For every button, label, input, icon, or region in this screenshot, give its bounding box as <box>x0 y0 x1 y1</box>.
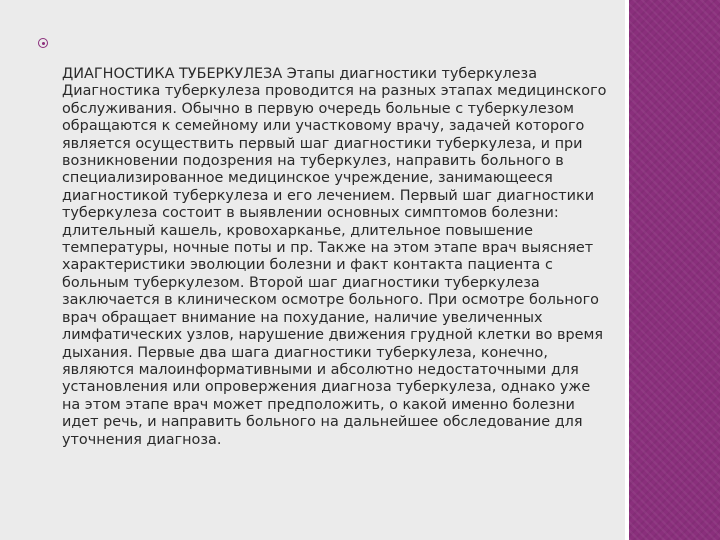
circle-bullet-icon <box>38 38 48 48</box>
decorative-side-panel <box>629 0 720 540</box>
slide-body-text: ДИАГНОСТИКА ТУБЕРКУЛЕЗА Этапы диагностики туберкулеза Диагностика туберкулеза проводится на разных этапах медицинского обслуживания. Обычно в первую очередь больные с туберкулезом обращаются к семейному или участковому врачу, задачей которого является осуществить первый шаг диагностики туберкулеза, и при возникновении подозрения на туберкулез, направить больного в специализированное медицинское учреждение, занимающееся диагностикой туберкулеза и его лечением. Первый шаг диагностики туберкулеза состоит в выявлении основных симптомов болезни: длительный кашель, кровохарканье, длительное повышение температуры, ночные поты и пр. Также на этом этапе врач выясняет характеристики эволюции болезни и факт контакта пациента с больным туберкулезом. Второй шаг диагностики туберкулеза заключается в клиническом осмотре больного. При осмотре больного врач обращает внимание на похудание, наличие увеличенных лимфатических узлов, нарушение движения грудной клетки во время дыхания. Первые два шага диагностики туберкулеза, конечно, являются малоинформативными и абсолютно недостаточными для установления или опровержения диагноза туберкулеза, однако уже на этом этапе врач может предположить, о какой именно болезни идет речь, и направить больного на дальнейшее обследование для уточнения диагноза. <box>62 66 607 448</box>
